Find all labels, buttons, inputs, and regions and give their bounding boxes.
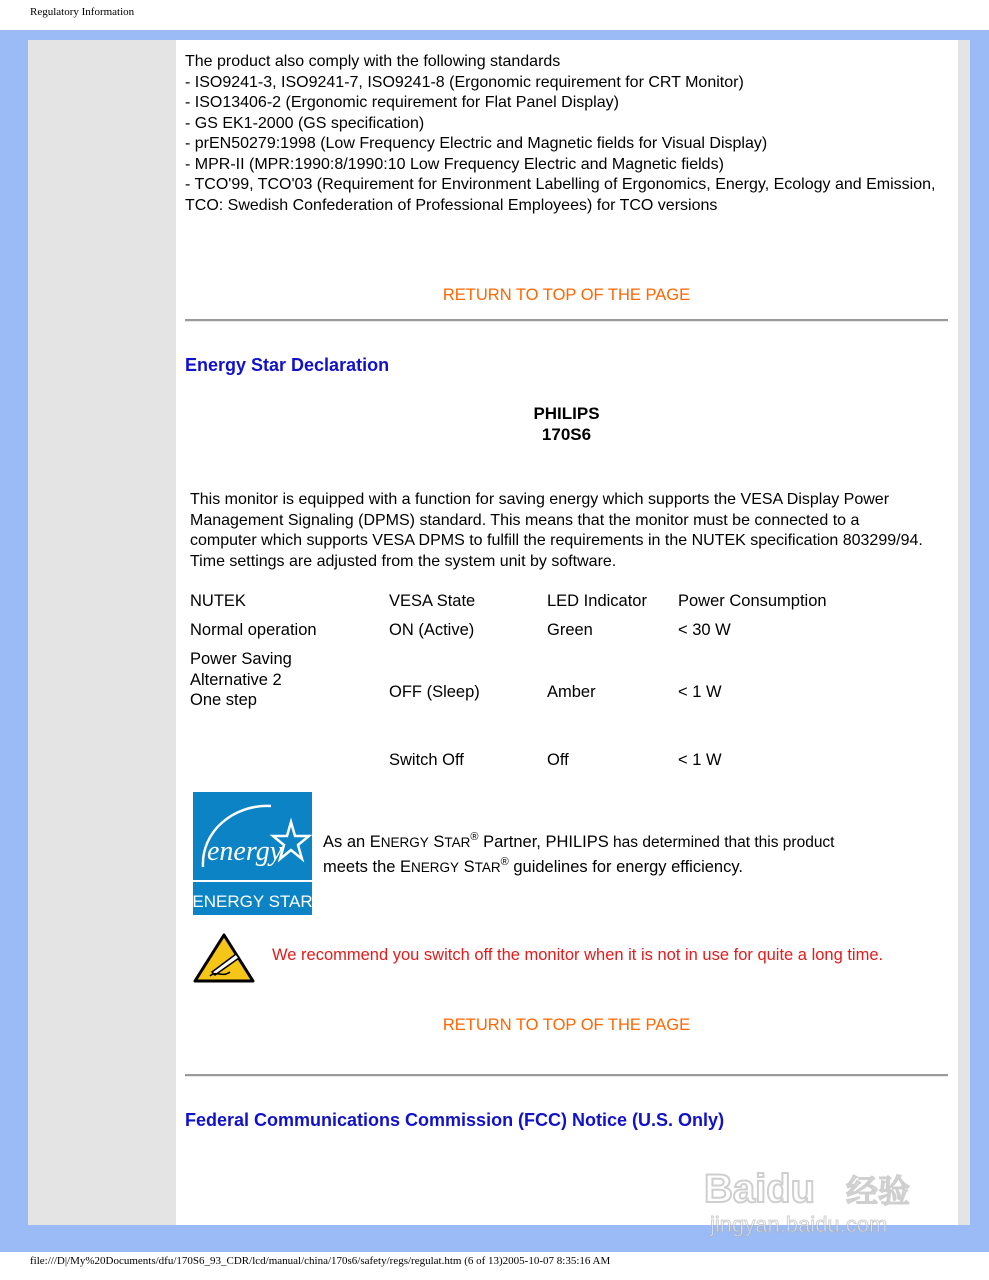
registered-mark: ® — [500, 856, 509, 868]
table-cell: < 1 W — [678, 751, 722, 769]
table-cell: Switch Off — [389, 751, 464, 769]
watermark-cn: 经验 — [846, 1172, 911, 1210]
logo-script-text: energy — [207, 836, 283, 867]
right-border — [958, 40, 970, 1225]
table-cell: < 1 W — [678, 683, 722, 701]
print-footer-path: file:///D|/My%20Documents/dfu/170S6_93_CDR/lcd/manual/china/170s6/safety/regs/regulat.htm (6 of 13)2005-10-07 8:35:16 AM — [30, 1255, 611, 1267]
registered-mark: ® — [470, 831, 479, 843]
table-cell: Normal operation — [190, 621, 317, 639]
left-sidebar — [28, 40, 176, 1225]
warning-icon — [192, 932, 256, 984]
standards-list — [185, 52, 945, 216]
table-cell: Off — [547, 751, 569, 769]
partner-text: TAR — [444, 835, 471, 850]
partner-text: guidelines for energy efficiency. — [508, 858, 743, 876]
watermark-site: jingyan.baidu.com — [710, 1212, 888, 1237]
table-cell: ON (Active) — [389, 621, 475, 639]
table-cell: Amber — [547, 683, 596, 701]
table-header-led-indicator: LED Indicator — [547, 592, 647, 610]
standards-intro: The product also comply with the following standards — [185, 53, 561, 70]
partner-text: NERGY — [411, 860, 460, 875]
standard-item: - GS EK1-2000 (GS specification) — [185, 114, 425, 132]
energy-star-logo-graphic — [193, 792, 312, 915]
partner-text: meets the E — [323, 858, 412, 876]
section-divider — [185, 319, 948, 322]
energy-star-logo — [193, 792, 312, 915]
table-cell: OFF (Sleep) — [389, 683, 480, 701]
table-header-power-consumption: Power Consumption — [678, 592, 827, 610]
energy-star-partner-statement — [323, 830, 943, 880]
partner-text: has determined that this product — [608, 834, 835, 851]
section-divider — [185, 1074, 948, 1077]
energy-star-heading: Energy Star Declaration — [185, 355, 390, 375]
partner-text: NERGY — [380, 835, 429, 850]
table-header-nutek: NUTEK — [190, 592, 246, 610]
return-to-top-link[interactable]: RETURN TO TOP OF THE PAGE — [442, 1016, 691, 1034]
table-cell: < 30 W — [678, 621, 731, 639]
standard-item: - TCO'99, TCO'03 (Requirement for Environment Labelling of Ergonomics, Energy, Ecology and Emission, TCO: Swedish Confederation of Professional Employees) for TCO versions — [185, 176, 936, 214]
standard-item: - ISO9241-3, ISO9241-7, ISO9241-8 (Ergonomic requirement for CRT Monitor) — [185, 73, 744, 91]
partner-brand: PHILIPS — [545, 833, 609, 851]
table-header-vesa-state: VESA State — [389, 592, 476, 610]
brand-name: PHILIPS — [533, 404, 600, 423]
baidu-watermark — [700, 1160, 940, 1240]
partner-text: As an E — [323, 833, 381, 851]
table-cell: Power Saving Alternative 2 One step — [190, 650, 292, 709]
table-cell: Green — [547, 621, 593, 639]
partner-text: S — [459, 858, 475, 876]
switch-off-recommendation: We recommend you switch off the monitor when it is not in use for quite a long time. — [272, 946, 884, 964]
dpms-description: This monitor is equipped with a function for saving energy which supports the VESA Display Power Management Signaling (DPMS) standard. This means that the monitor must be connected to a computer which supports VESA DPMS to fulfill the requirements in the NUTEK specification 803299/94. Time settings are adjusted from the system unit by software. — [190, 491, 923, 570]
watermark-brand: Baidu — [704, 1167, 816, 1211]
model-number: 170S6 — [541, 425, 592, 444]
partner-text: Partner, — [478, 833, 546, 851]
standard-item: - prEN50279:1998 (Low Frequency Electric and Magnetic fields for Visual Display) — [185, 135, 768, 152]
product-model-block — [185, 403, 948, 445]
partner-text: TAR — [474, 860, 501, 875]
partner-text: S — [428, 833, 445, 851]
print-header-title: Regulatory Information — [30, 6, 135, 18]
standard-item: - ISO13406-2 (Ergonomic requirement for Flat Panel Display) — [185, 94, 619, 111]
fcc-notice-heading: Federal Communications Commission (FCC) Notice (U.S. Only) — [185, 1110, 725, 1130]
return-to-top-link[interactable]: RETURN TO TOP OF THE PAGE — [442, 286, 691, 304]
logo-label: ENERGY STAR — [193, 892, 312, 911]
standard-item: - MPR-II (MPR:1990:8/1990:10 Low Frequency Electric and Magnetic fields) — [185, 155, 724, 173]
